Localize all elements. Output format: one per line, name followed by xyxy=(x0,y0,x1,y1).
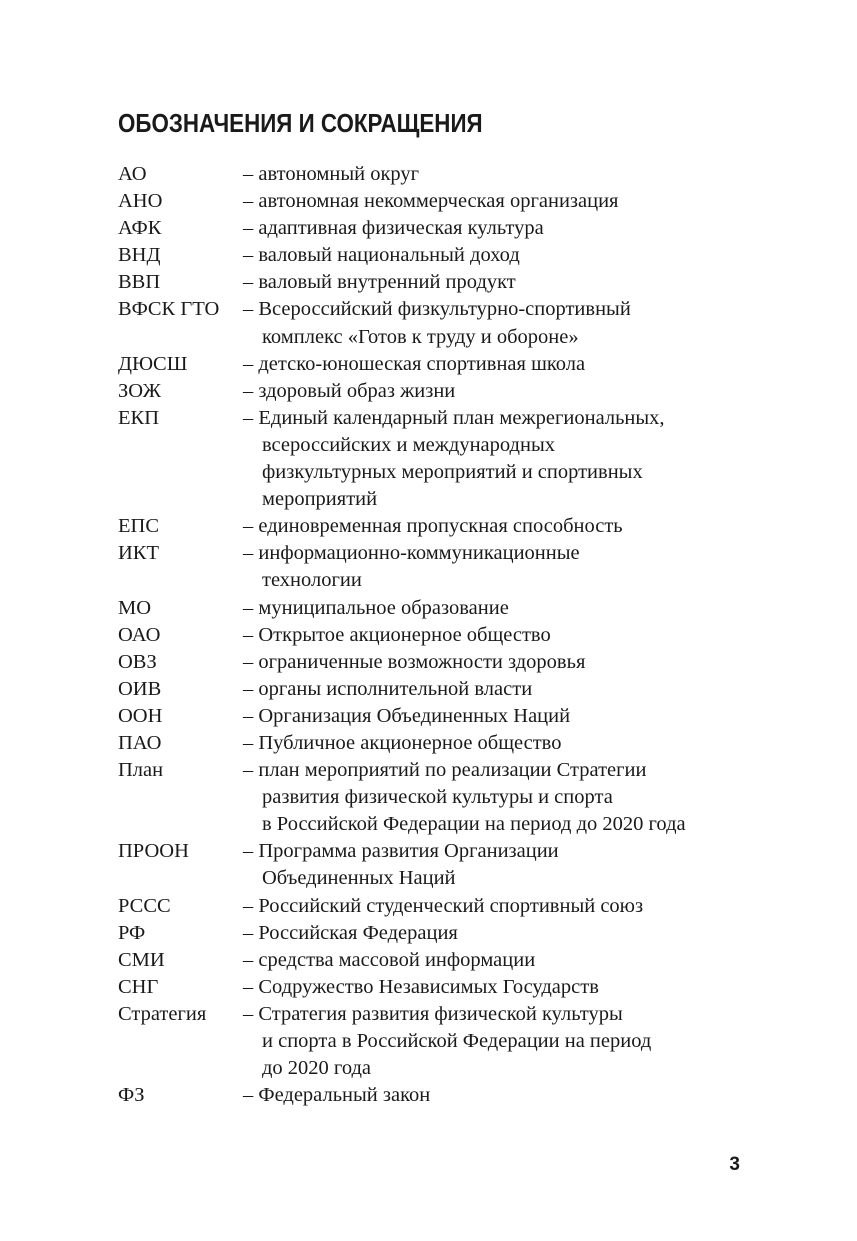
abbreviation-entry xyxy=(118,622,818,649)
abbreviation-entry xyxy=(118,188,818,215)
abbreviation-entry xyxy=(118,757,818,838)
abbreviation-definition: – органы исполнительной власти xyxy=(243,677,533,700)
abbreviation-term: ЕПС xyxy=(118,515,159,538)
abbreviation-entry xyxy=(118,974,818,1001)
abbreviation-entry xyxy=(118,161,818,188)
abbreviation-definition: – план мероприятий по реализации Стратегии развития физической культуры и спорта в Российской Федерации на период до 2020 года xyxy=(243,759,686,836)
abbreviation-definition: – валовый национальный доход xyxy=(243,244,520,267)
abbreviation-definition: – Публичное акционерное общество xyxy=(243,731,562,754)
abbreviation-term: ОАО xyxy=(118,623,161,646)
abbreviation-entry xyxy=(118,595,818,622)
abbreviation-definition: – валовый внутренний продукт xyxy=(243,271,516,294)
abbreviation-term: ООН xyxy=(118,704,163,727)
abbreviation-definition: – Программа развития Организации Объединенных Наций xyxy=(243,840,559,890)
abbreviation-definition: – Стратегия развития физической культуры и спорта в Российской Федерации на период до 2020 года xyxy=(243,1002,652,1080)
abbreviation-definition: – здоровый образ жизни xyxy=(243,379,456,402)
abbreviation-entry xyxy=(118,920,818,947)
abbreviation-definition: – Содружество Независимых Государств xyxy=(243,975,599,998)
abbreviation-entry xyxy=(118,676,818,703)
abbreviation-entry xyxy=(118,730,818,757)
abbreviation-definition: – единовременная пропускная способность xyxy=(243,515,623,538)
abbreviation-entry xyxy=(118,269,818,296)
abbreviation-definition: – Открытое акционерное общество xyxy=(243,623,551,646)
abbreviation-entry xyxy=(118,513,818,540)
abbreviation-list xyxy=(118,161,818,1109)
abbreviation-term: ЗОЖ xyxy=(118,379,161,402)
abbreviation-entry xyxy=(118,405,818,513)
abbreviation-term: ВВП xyxy=(118,271,161,294)
abbreviation-term: АНО xyxy=(118,190,163,213)
abbreviation-entry xyxy=(118,540,818,594)
abbreviation-term: ИКТ xyxy=(118,542,159,565)
abbreviation-definition: – Организация Объединенных Наций xyxy=(243,704,571,727)
abbreviation-entry xyxy=(118,215,818,242)
abbreviation-term: РФ xyxy=(118,921,146,944)
abbreviation-term: ЕКП xyxy=(118,406,159,429)
abbreviation-entry xyxy=(118,703,818,730)
abbreviation-entry xyxy=(118,947,818,974)
abbreviation-entry xyxy=(118,1001,818,1082)
abbreviation-entry xyxy=(118,838,818,892)
abbreviation-term: Стратегия xyxy=(118,1002,207,1025)
abbreviation-definition: – средства массовой информации xyxy=(243,948,536,971)
abbreviation-term: РССС xyxy=(118,894,171,917)
abbreviation-term: СМИ xyxy=(118,948,165,971)
abbreviation-definition: – Всероссийский физкультурно-спортивный комплекс «Готов к труду и обороне» xyxy=(243,298,631,348)
abbreviation-term: ПАО xyxy=(118,731,162,754)
abbreviation-term: ДЮСШ xyxy=(118,352,188,375)
abbreviation-term: План xyxy=(118,759,164,782)
abbreviation-entry xyxy=(118,242,818,269)
abbreviation-term: СНГ xyxy=(118,975,159,998)
abbreviation-definition: – адаптивная физическая культура xyxy=(243,217,544,240)
abbreviation-term: ФЗ xyxy=(118,1084,145,1107)
page-number: 3 xyxy=(729,1154,740,1175)
abbreviation-entry xyxy=(118,649,818,676)
page-title: ОБОЗНАЧЕНИЯ И СОКРАЩЕНИЯ xyxy=(118,108,483,138)
abbreviation-definition: – Единый календарный план межрегиональных, всероссийских и международных физкультурных мероприятий и спортивных мероприятий xyxy=(243,406,665,511)
abbreviation-entry xyxy=(118,378,818,405)
abbreviation-term: ВФСК ГТО xyxy=(118,298,220,321)
abbreviation-term: ОИВ xyxy=(118,677,162,700)
abbreviation-term: МО xyxy=(118,596,152,619)
abbreviation-term: АФК xyxy=(118,217,162,240)
abbreviation-definition: – Российский студенческий спортивный союз xyxy=(243,894,644,917)
abbreviation-definition: – информационно-коммуникационные технологии xyxy=(243,542,580,592)
abbreviation-term: ПРООН xyxy=(118,840,189,863)
abbreviation-entry xyxy=(118,893,818,920)
abbreviation-definition: – автономный округ xyxy=(243,163,420,185)
abbreviation-definition: – Федеральный закон xyxy=(243,1084,431,1107)
abbreviation-entry xyxy=(118,1082,818,1109)
abbreviation-entry xyxy=(118,351,818,378)
abbreviation-definition: – муниципальное образование xyxy=(243,596,509,619)
abbreviation-entry xyxy=(118,296,818,350)
abbreviation-term: ВНД xyxy=(118,244,161,267)
abbreviation-definition: – детско-юношеская спортивная школа xyxy=(243,352,586,375)
abbreviation-term: ОВЗ xyxy=(118,650,157,673)
abbreviation-definition: – автономная некоммерческая организация xyxy=(243,190,619,213)
abbreviation-definition: – Российская Федерация xyxy=(243,921,458,944)
abbreviation-definition: – ограниченные возможности здоровья xyxy=(243,650,586,673)
abbreviation-term: АО xyxy=(118,163,147,185)
